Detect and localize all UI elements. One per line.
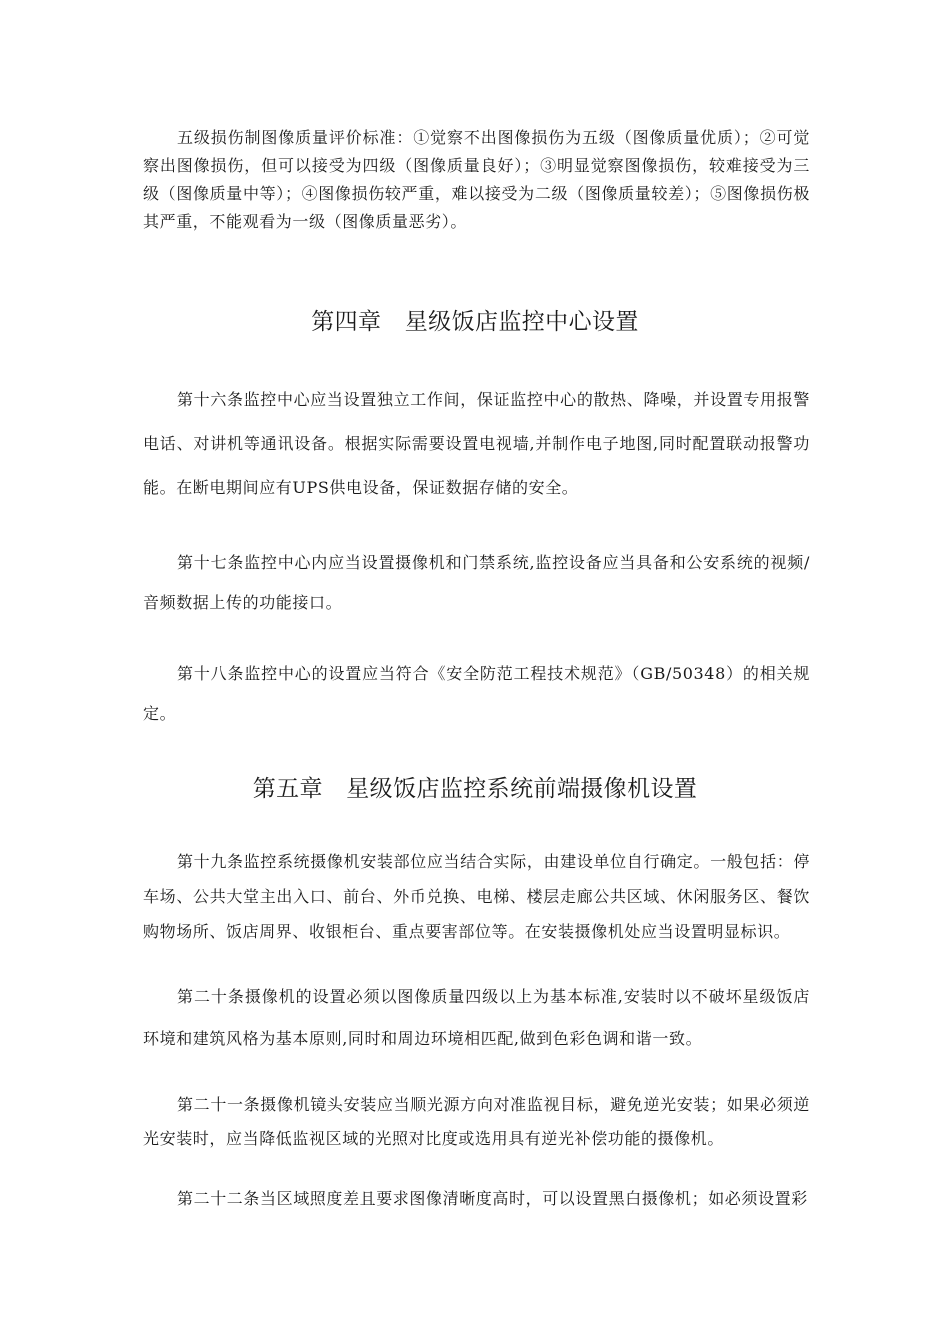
article-22-paragraph: 第二十二条当区域照度差且要求图像清晰度高时，可以设置黑白摄像机；如必须设置彩 (177, 1189, 808, 1208)
article-19-paragraph: 第十九条监控系统摄像机安装部位应当结合实际，由建设单位自行确定。一般包括：停车场、公共大堂主出入口、前台、外币兑换、电梯、楼层走廊公共区域、休闲服务区、餐饮购物场所、饭店周界、收银柜台、重点要害部位等。在安装摄像机处应当设置明显标识。 (143, 852, 810, 941)
quality-standard-paragraph: 五级损伤制图像质量评价标准：①觉察不出图像损伤为五级（图像质量优质）；②可觉察出图像损伤，但可以接受为四级（图像质量良好）；③明显觉察图像损伤，较难接受为三级（图像质量中等）；④图像损伤较严重，难以接受为二级（图像质量较差）；⑤图像损伤极其严重，不能观看为一级（图像质量恶劣）。 (143, 128, 810, 231)
article-20-paragraph: 第二十条摄像机的设置必须以图像质量四级以上为基本标准,安装时以不破坏星级饭店环境和建筑风格为基本原则,同时和周边环境相匹配,做到色彩色调和谐一致。 (143, 987, 810, 1048)
article-16-paragraph: 第十六条监控中心应当设置独立工作间，保证监控中心的散热、降噪，并设置专用报警电话、对讲机等通讯设备。根据实际需要设置电视墙,并制作电子地图,同时配置联动报警功能。在断电期间应有UPS供电设备，保证数据存储的安全。 (143, 390, 810, 497)
article-21-paragraph: 第二十一条摄像机镜头安装应当顺光源方向对准监视目标，避免逆光安装；如果必须逆光安装时，应当降低监视区域的光照对比度或选用具有逆光补偿功能的摄像机。 (143, 1095, 810, 1148)
article-17-paragraph: 第十七条监控中心内应当设置摄像机和门禁系统,监控设备应当具备和公安系统的视频/音频数据上传的功能接口。 (143, 553, 810, 612)
chapter-5-heading: 第五章 星级饭店监控系统前端摄像机设置 (252, 776, 721, 802)
article-18-paragraph: 第十八条监控中心的设置应当符合《安全防范工程技术规范》（GB/50348）的相关规定。 (143, 664, 810, 723)
chapter-4-heading: 第四章 星级饭店监控中心设置 (311, 309, 663, 335)
